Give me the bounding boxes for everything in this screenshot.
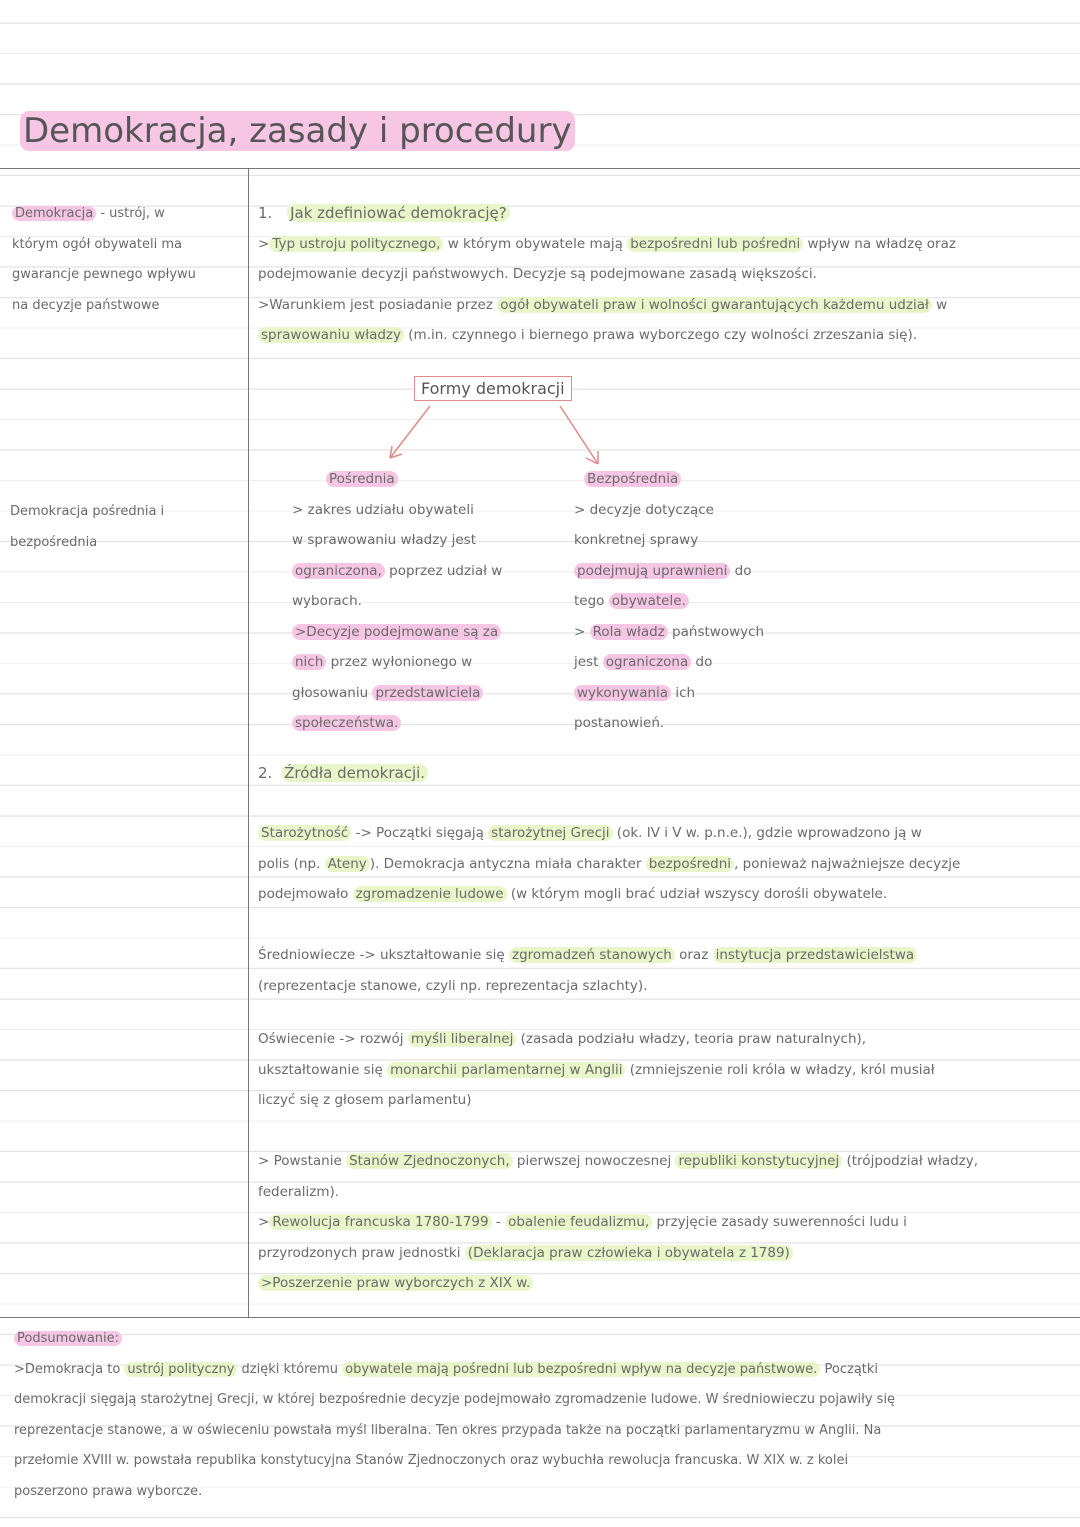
text-fragment: tego: [574, 593, 609, 609]
sidebar-term-highlight: Demokracja: [12, 206, 96, 221]
text-fragment: oraz: [674, 947, 713, 963]
modern-paragraph: [258, 1146, 978, 1299]
indirect-line: [292, 647, 502, 678]
text-fragment: przez wyłonionego w: [326, 654, 473, 670]
text-fragment: jest: [574, 654, 603, 670]
text-fragment: ukształtowanie się: [258, 1061, 388, 1078]
highlight-green: Stanów Zjednoczonych,: [346, 1153, 513, 1169]
direct-line: postanowień.: [574, 715, 665, 731]
summary-label: Podsumowanie:: [14, 1331, 122, 1346]
section-2-number: 2.: [258, 764, 273, 782]
indirect-line: [292, 556, 502, 587]
highlight-pink: ograniczona: [603, 654, 692, 670]
highlight-green: starożytnej Grecji: [488, 825, 612, 841]
sidebar-term-line: którym ogół obywateli ma: [12, 236, 182, 252]
text-line: federalizm).: [258, 1183, 340, 1200]
text-fragment: w którym obywatele mają: [443, 235, 628, 252]
sidebar-term-line: bezpośrednia: [10, 534, 98, 550]
summary-line: reprezentacje stanowe, a w oświeceniu powstała myśl liberalna. Ten okres przypada także na początki parlamentaryzmu w Anglii. Na: [14, 1422, 882, 1438]
text-fragment: poprzez udział w: [384, 562, 503, 579]
indirect-line: [292, 678, 502, 709]
text-fragment: przyrodzonych praw jednostki: [258, 1244, 465, 1261]
section-1-number: 1.: [258, 204, 273, 222]
direct-line: [574, 678, 764, 709]
summary-line: przełomie XVIII w. powstała republika konstytucyjna Stanów Zjednoczonych oraz wybuchła rewolucja francuska. W XIX w. z kolei: [14, 1453, 849, 1468]
text-fragment: (m.in. czynnego i biernego prawa wyborczego czy wolności zrzeszania się).: [404, 327, 918, 343]
text-fragment: dzięki któremu: [237, 1361, 343, 1377]
indirect-line: > zakres udziału obywateli: [292, 501, 474, 518]
direct-line: > decyzje dotyczące: [574, 501, 714, 518]
indirect-title: Pośrednia: [326, 471, 398, 487]
highlight-pink: wykonywania: [574, 685, 671, 701]
highlight-green: obywatele mają pośredni lub bezpośredni wpływ na decyzje państwowe.: [342, 1362, 820, 1377]
text-fragment: Początki: [820, 1361, 879, 1377]
highlight-green: monarchii parlamentarnej w Anglii: [387, 1062, 625, 1078]
text-fragment: do: [691, 654, 713, 670]
text-fragment: >: [258, 235, 270, 252]
indirect-line: w sprawowaniu władzy jest: [292, 532, 476, 548]
definition-line-2: podejmowanie decyzji państwowych. Decyzje są podejmowane zasadą większości.: [258, 266, 817, 282]
text-fragment: wpływ na władzę oraz: [803, 235, 956, 252]
text-fragment: > Powstanie: [258, 1153, 347, 1169]
text-fragment: >: [574, 623, 590, 640]
text-fragment: państwowych: [667, 623, 765, 640]
highlight-pink: >Decyzje podejmowane są za: [292, 624, 501, 640]
highlight-green: sprawowaniu władzy: [258, 327, 404, 343]
text-fragment: (trójpodział władzy,: [842, 1153, 979, 1169]
text-fragment: pierwszej nowoczesnej: [512, 1153, 676, 1169]
highlight-pink: Rola władz: [590, 624, 668, 640]
arrow-indirect: [390, 406, 430, 458]
highlight-pink: obywatele.: [609, 593, 689, 609]
highlight-pink: nich: [292, 654, 326, 670]
summary-line: poszerzono prawa wyborcze.: [14, 1483, 203, 1499]
enlightenment-paragraph: [258, 1024, 935, 1116]
highlight-green: Starożytność: [258, 825, 351, 841]
text-fragment: >Demokracja to: [14, 1361, 125, 1377]
text-fragment: do: [730, 562, 752, 579]
indirect-line: wyborach.: [292, 593, 362, 609]
highlight-green: myśli liberalnej: [408, 1031, 517, 1047]
middle-ages-paragraph: [258, 940, 917, 1001]
section-1-title: Jak zdefiniować demokrację?: [287, 204, 510, 222]
direct-column: [574, 464, 764, 739]
text-fragment: (w którym mogli brać udział wszyscy dorośli obywatele.: [506, 886, 888, 902]
text-fragment: (zmniejszenie roli króla w władzy, król musiał: [625, 1061, 935, 1078]
text-fragment: , ponieważ najważniejsze decyzje: [734, 855, 961, 872]
direct-line: [574, 647, 764, 678]
indirect-line: [292, 617, 502, 648]
highlight-pink: społeczeństwa.: [292, 715, 401, 731]
text-fragment: ich: [671, 684, 696, 701]
section-2-title: Źródła demokracji.: [281, 764, 428, 782]
arrow-direct: [560, 406, 598, 464]
summary-line: demokracji sięgają starożytnej Grecji, w której bezpośrednie decyzje podejmowało zgromadzenie ludowe. W średniowieczu pojawiły się: [14, 1392, 896, 1407]
direct-line: [574, 586, 764, 617]
direct-line: konkretnej sprawy: [574, 532, 699, 548]
text-fragment: >Warunkiem jest posiadanie przez: [258, 296, 498, 313]
highlight-green: Typ ustroju politycznego,: [269, 236, 443, 252]
highlight-green: ogół obywateli praw i wolności gwarantujących każdemu udział: [497, 297, 932, 313]
text-fragment: głosowaniu: [292, 684, 373, 701]
highlight-pink: przedstawiciela: [372, 685, 483, 701]
section-2-heading: [258, 758, 428, 789]
direct-line: [574, 617, 764, 648]
text-fragment: polis (np.: [258, 855, 325, 872]
highlight-green: zgromadzenie ludowe: [353, 886, 507, 902]
indirect-line: [292, 708, 502, 739]
text-fragment: >: [258, 1214, 270, 1230]
highlight-green: zgromadzeń stanowych: [509, 947, 675, 963]
text-fragment: (ok. IV i V w. p.n.e.), gdzie wprowadzono ją w: [612, 825, 922, 841]
text-fragment: (zasada podziału władzy, teoria praw naturalnych),: [516, 1031, 867, 1047]
text-fragment: w: [931, 296, 948, 313]
text-fragment: Średniowiecze -> ukształtowanie się: [258, 947, 509, 963]
sidebar-term-line: na decyzje państwowe: [12, 297, 160, 313]
indirect-column: [292, 464, 502, 739]
direct-line: [574, 556, 764, 587]
highlight-green: bezpośredni lub pośredni: [627, 236, 803, 252]
direct-title: Bezpośrednia: [584, 471, 681, 487]
antiquity-paragraph: [258, 818, 960, 910]
text-fragment: Oświecenie -> rozwój: [258, 1031, 408, 1047]
text-fragment: -: [491, 1214, 506, 1230]
highlight-green: obalenie feudalizmu,: [505, 1214, 652, 1230]
forms-box: Formy demokracji: [414, 376, 572, 401]
sidebar-term-line: Demokracja pośrednia i: [10, 504, 165, 519]
highlight-pink: ograniczona,: [292, 563, 385, 579]
text-line: (reprezentacje stanowe, czyli np. reprezentacja szlachty).: [258, 977, 648, 994]
highlight-green: Ateny: [325, 856, 370, 872]
text-fragment: -> Początki sięgają: [351, 825, 489, 841]
summary: [14, 1324, 895, 1507]
sidebar-term-line: gwarancje pewnego wpływu: [12, 267, 196, 282]
highlight-green: >Poszerzenie praw wyborczych z XIX w.: [258, 1275, 533, 1291]
text-fragment: przyjęcie zasady suwerenności ludu i: [652, 1214, 907, 1230]
highlight-pink: podejmują uprawnieni: [574, 563, 730, 579]
page-title-text: Demokracja, zasady i procedury: [20, 111, 575, 151]
highlight-green: ustrój polityczny: [124, 1362, 237, 1377]
text-fragment: ). Demokracja antyczna miała charakter: [369, 855, 646, 872]
text-fragment: podejmowało: [258, 886, 353, 902]
highlight-green: (Deklaracja praw człowieka i obywatela z 1789): [465, 1245, 793, 1261]
highlight-green: instytucja przedstawicielstwa: [713, 947, 918, 963]
highlight-green: republiki konstytucyjnej: [675, 1153, 842, 1169]
highlight-green: bezpośredni: [646, 856, 734, 872]
sidebar-term-rest: - ustrój, w: [96, 206, 165, 221]
highlight-green: Rewolucja francuska 1780-1799: [269, 1214, 491, 1230]
text-line: liczyć się z głosem parlamentu): [258, 1092, 472, 1108]
